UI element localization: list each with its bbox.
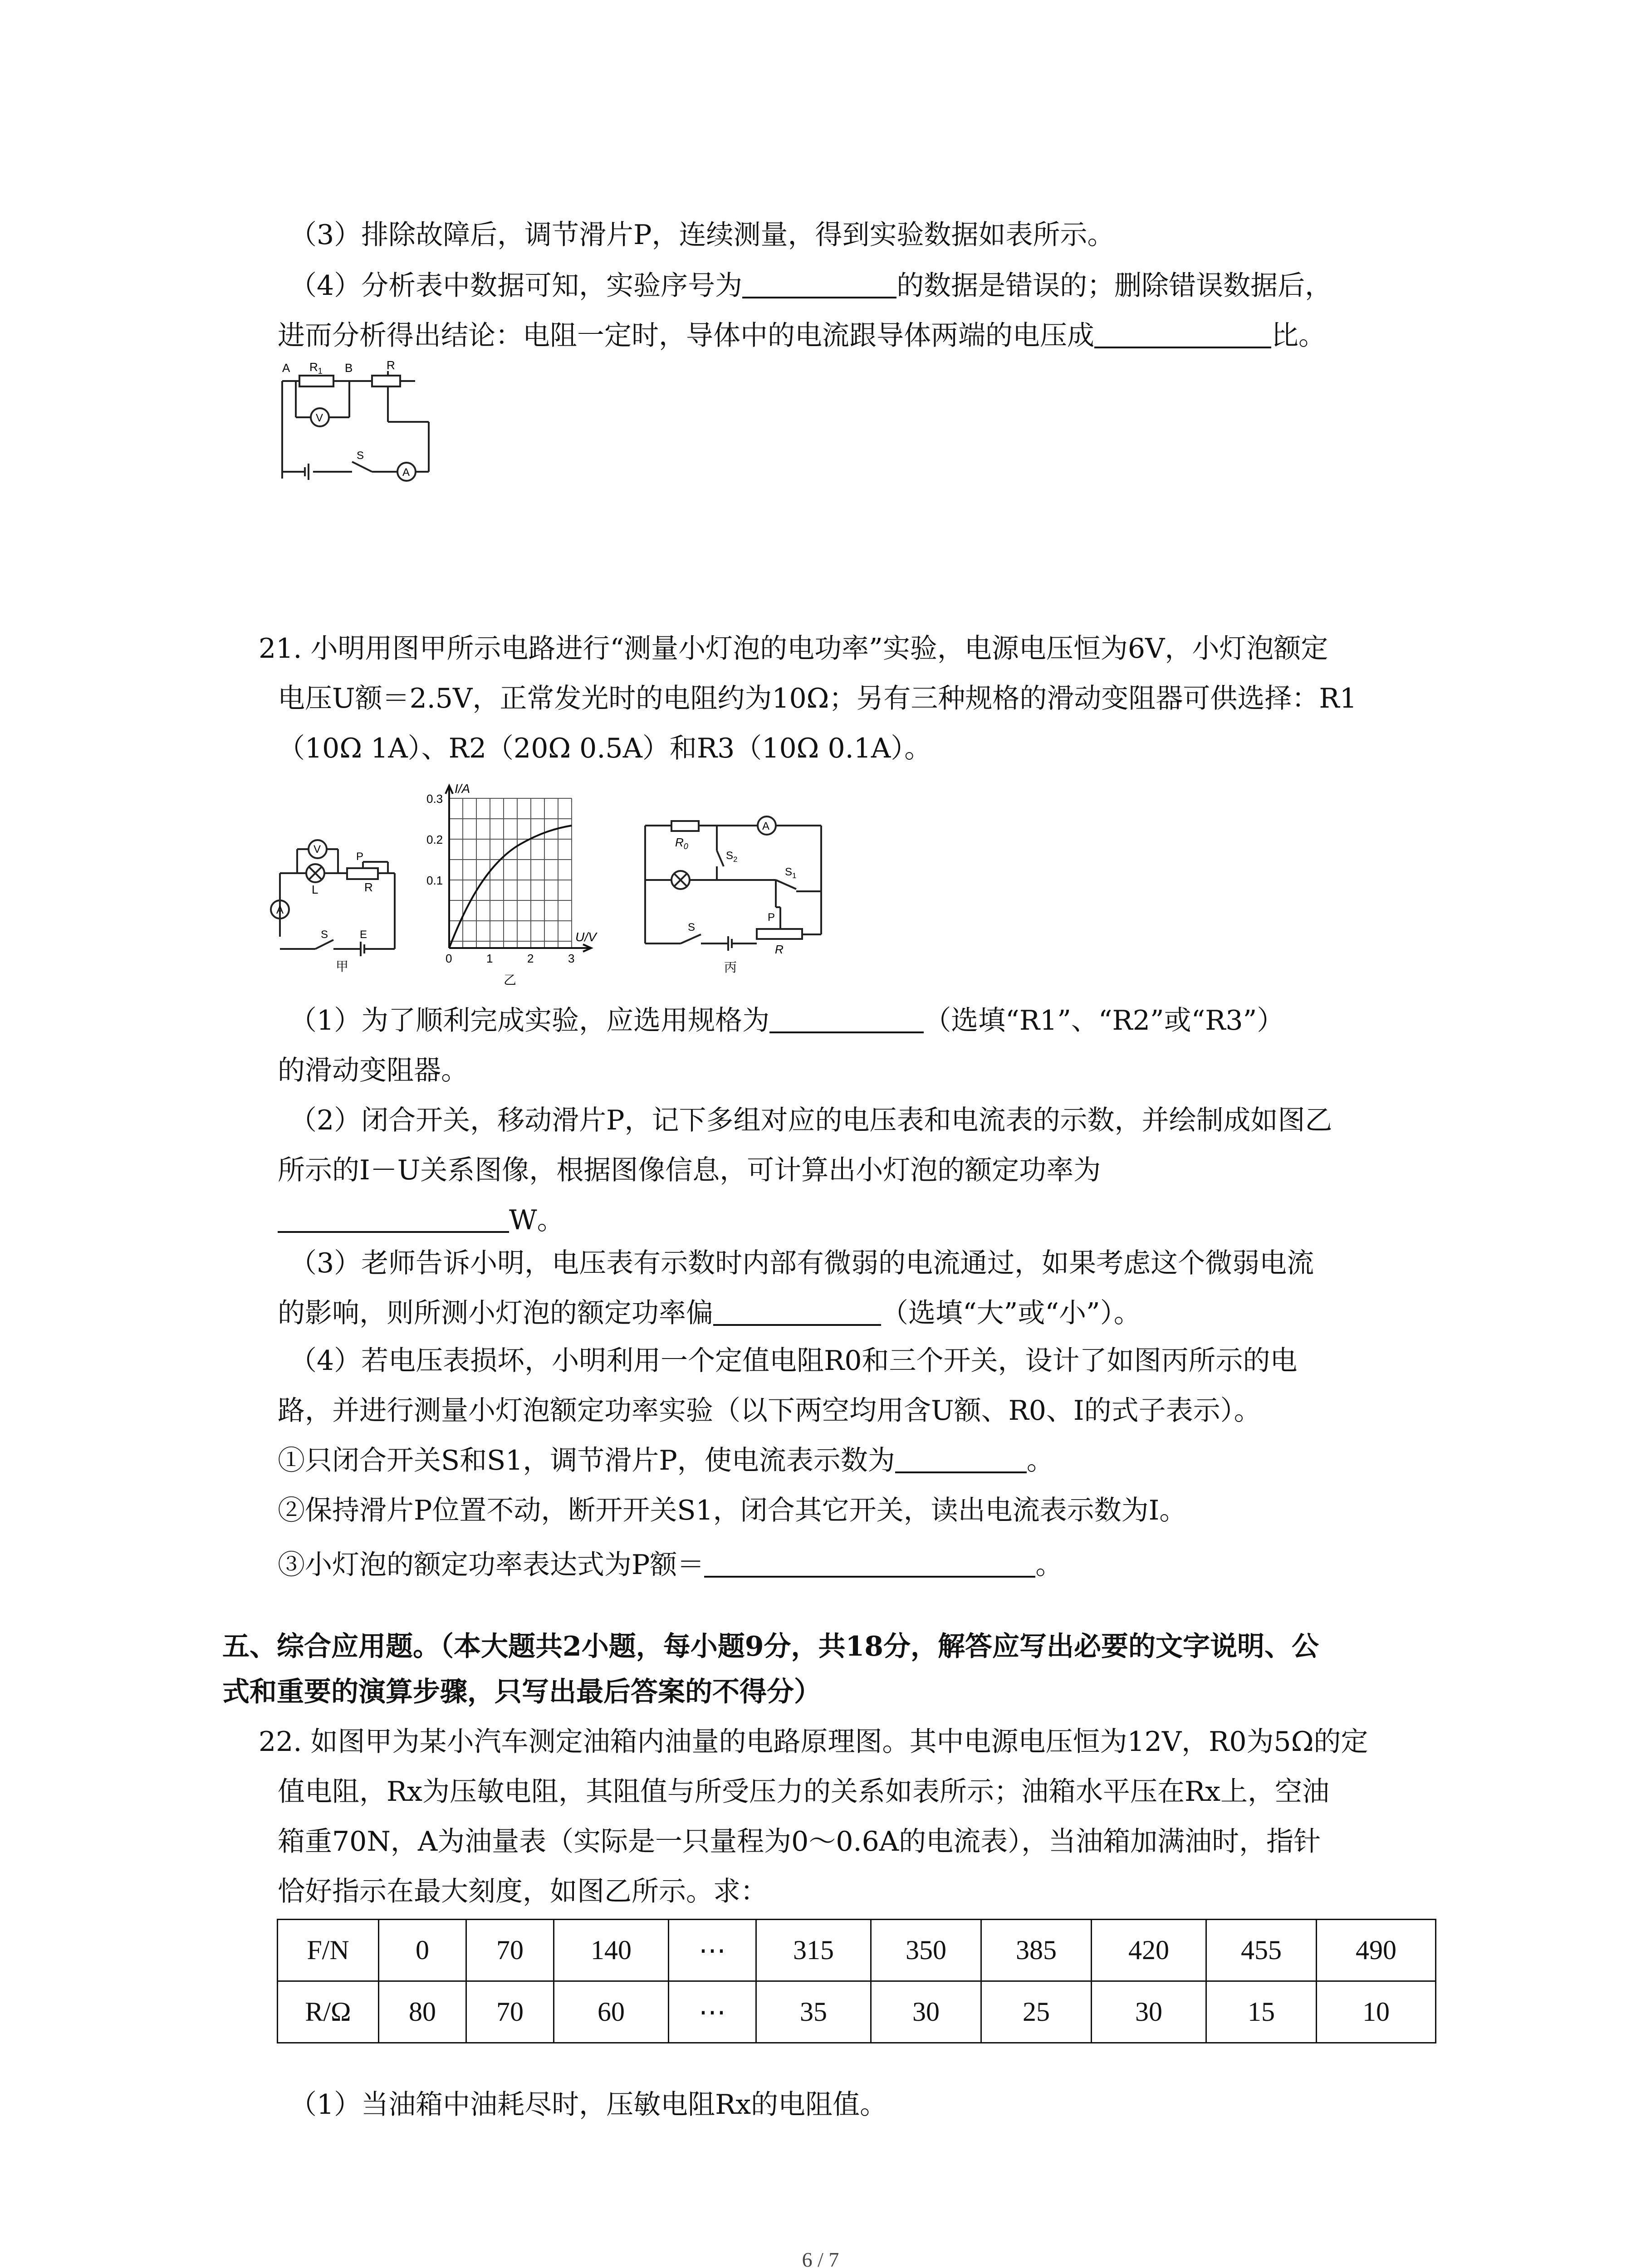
q21-yi-xtick: 1 [486, 952, 493, 965]
q21-part4-line1: （4）若电压表损坏，小明利用一个定值电阻R0和三个开关，设计了如图丙所示的电 [289, 1345, 1298, 1377]
q21-bing-slider-label: P [768, 911, 775, 924]
q20-label-a: A [282, 361, 290, 375]
q20-part4-line1 [289, 268, 1332, 304]
table-cell: 385 [981, 1920, 1092, 1981]
q21-part1-text-b: （选填“R1”、“R2”或“R3”） [924, 1005, 1284, 1036]
q21-yi-ylabel: I/A [455, 782, 470, 796]
table-cell: 70 [466, 1920, 554, 1981]
table-cell: ⋯ [669, 1920, 756, 1981]
q20-part4-text-a: （4）分析表中数据可知，实验序号为 [289, 270, 743, 302]
q21-bing-s-label: S [688, 921, 696, 934]
table-cell: 25 [981, 1981, 1092, 2043]
q21-bing-r0-label: $R_0$ [675, 836, 688, 851]
q21-bing-s2-label: $S_2$ [726, 850, 738, 864]
q21-jia-slider-label: P [356, 850, 364, 863]
q21-blank-power[interactable] [278, 1205, 509, 1233]
table-cell: 30 [1092, 1981, 1206, 2043]
table-cell: 455 [1206, 1920, 1317, 1981]
q21-line2: 电压U额＝2.5V，正常发光时的电阻约为10Ω；另有三种规格的滑动变阻器可供选择：R1 [278, 683, 1357, 714]
q20-blank-ratio[interactable] [1094, 320, 1271, 348]
q21-part3-text-b: （选填“大”或“小”）。 [881, 1297, 1141, 1329]
q20-label-r1: $R_1$ [309, 360, 323, 376]
section5-heading-line2: 式和重要的演算步骤，只写出最后答案的不得分） [222, 1676, 821, 1708]
table-row [278, 1920, 1436, 1981]
q21-part2-line2: 所示的I－U关系图像，根据图像信息，可计算出小灯泡的额定功率为 [278, 1154, 1101, 1186]
q21-yi-ytick: 0.1 [426, 874, 443, 887]
q21-yi-caption: 乙 [504, 973, 517, 987]
q21-bing-ammeter-label: A [762, 820, 770, 832]
q21-figure-yi [426, 780, 626, 989]
q22-line4: 恰好指示在最大刻度，如图乙所示。求： [278, 1876, 768, 1907]
q20-voltmeter-label: V [316, 412, 323, 424]
q21-part1-text-a: （1）为了顺利完成实验，应选用规格为 [289, 1005, 770, 1036]
q21-yi-xtick: 0 [446, 952, 452, 965]
q20-blank-serial[interactable] [742, 270, 896, 298]
q21-line1: 21. 小明用图甲所示电路进行“测量小灯泡的电功率”实验，电源电压恒为6V，小灯泡额定 [259, 633, 1328, 665]
q21-step1-text: ①只闭合开关S和S1，调节滑片P，使电流表示数为 [278, 1445, 895, 1476]
q21-blank-bias[interactable] [713, 1298, 881, 1326]
table-cell: 490 [1317, 1920, 1436, 1981]
section5-heading-line1: 五、综合应用题。（本大题共2小题，每小题9分，共18分，解答应写出必要的文字说明、公 [222, 1631, 1319, 1662]
q21-yi-iu-curve [449, 826, 572, 948]
q20-label-r: R [387, 358, 395, 372]
table-cell: 420 [1092, 1920, 1206, 1981]
q21-part2-line3 [278, 1202, 564, 1238]
q21-figure-bing [635, 812, 835, 975]
table-cell: F/N [278, 1920, 379, 1981]
q21-jia-caption: 甲 [336, 959, 349, 973]
q21-jia-battery-label: E [360, 929, 367, 941]
table-cell: 60 [554, 1981, 669, 2043]
q21-yi-xtick: 2 [527, 952, 534, 965]
q21-jia-ammeter-label: A [276, 904, 284, 916]
q21-part1-line1 [289, 1002, 1284, 1039]
q21-blank-current[interactable] [895, 1445, 1027, 1473]
q21-yi-xlabel: U/V [575, 930, 597, 944]
q22-part1: （1）当油箱中油耗尽时，压敏电阻Rx的电阻值。 [289, 2089, 887, 2121]
q21-step3-end: 。 [1035, 1549, 1063, 1581]
table-cell: 30 [871, 1981, 981, 2043]
table-cell: ⋯ [669, 1981, 756, 2043]
q21-part2-unit: W。 [509, 1204, 564, 1236]
q21-jia-rheostat-label: R [364, 880, 373, 894]
q21-blank-rheostat[interactable] [769, 1005, 924, 1033]
q21-yi-grid [449, 798, 572, 948]
q21-step1-end: 。 [1026, 1445, 1054, 1476]
table-cell: 140 [554, 1920, 669, 1981]
table-cell: 35 [756, 1981, 871, 2043]
q21-step1 [278, 1442, 1054, 1479]
q21-jia-voltmeter-label: V [314, 843, 321, 855]
q20-circuit-figure [272, 358, 445, 494]
q21-blank-expression[interactable] [704, 1549, 1035, 1578]
q21-part1-line2: 的滑动变阻器。 [278, 1055, 468, 1086]
table-cell: 15 [1206, 1981, 1317, 2043]
q21-part2-line1: （2）闭合开关，移动滑片P，记下多组对应的电压表和电流表的示数，并绘制成如图乙 [289, 1105, 1332, 1136]
q21-figure-jia [270, 830, 415, 975]
q21-step2: ②保持滑片P位置不动，断开开关S1，闭合其它开关，读出电流表示数为I。 [278, 1495, 1187, 1526]
table-cell: 350 [871, 1920, 981, 1981]
table-cell: 80 [379, 1981, 466, 2043]
q20-part4-line2 [278, 318, 1326, 354]
q21-bing-s1-label: $S_1$ [785, 866, 797, 880]
table-cell: 0 [379, 1920, 466, 1981]
q22-force-resistance-table [277, 1919, 1436, 2043]
q22-line2: 值电阻，Rx为压敏电阻，其阻值与所受压力的关系如表所示；油箱水平压在Rx上，空油 [278, 1776, 1330, 1808]
q21-bing-caption: 丙 [724, 960, 737, 974]
q21-step3-text: ③小灯泡的额定功率表达式为P额＝ [278, 1549, 705, 1581]
table-cell: 315 [756, 1920, 871, 1981]
q20-label-b: B [345, 361, 353, 375]
q21-bing-rheostat-label: R [775, 943, 784, 956]
q20-ammeter-label: A [402, 466, 410, 479]
q21-yi-ytick: 0.3 [426, 792, 443, 806]
q22-line1: 22. 如图甲为某小汽车测定油箱内油量的电路原理图。其中电源电压恒为12V，R0为5Ω的定 [259, 1726, 1368, 1758]
table-row [278, 1981, 1436, 2043]
q21-part3-line2 [278, 1295, 1141, 1331]
q20-switch-label: S [357, 450, 364, 462]
q21-yi-ytick: 0.2 [426, 833, 443, 846]
q21-part3-line1: （3）老师告诉小明，电压表有示数时内部有微弱的电流通过，如果考虑这个微弱电流 [289, 1247, 1314, 1279]
q20-part4-text-b: 的数据是错误的；删除错误数据后， [896, 270, 1332, 302]
q22-line3: 箱重70N，A为油量表（实际是一只量程为0～0.6A的电流表），当油箱加满油时，指针 [278, 1826, 1321, 1857]
table-cell: 70 [466, 1981, 554, 2043]
q20-part4-text-c: 进而分析得出结论：电阻一定时，导体中的电流跟导体两端的电压成 [278, 320, 1094, 352]
q21-line3: （10Ω 1A）、R2（20Ω 0.5A）和R3（10Ω 0.1A）。 [278, 733, 932, 764]
q21-step3 [278, 1547, 1063, 1583]
q21-part4-line2: 路，并进行测量小灯泡额定功率实验（以下两空均用含U额、R0、I的式子表示）。 [278, 1395, 1261, 1427]
q21-part3-text-a: 的影响，则所测小灯泡的额定功率偏 [278, 1297, 713, 1329]
page-number: 6 / 7 [802, 2248, 839, 2268]
q21-yi-xtick: 3 [568, 952, 575, 965]
table-cell: R/Ω [278, 1981, 379, 2043]
q21-jia-switch-label: S [321, 929, 328, 941]
q20-part4-text-d: 比。 [1271, 320, 1326, 352]
table-cell: 10 [1317, 1981, 1436, 2043]
q21-jia-lamp-label: L [312, 883, 318, 896]
q20-part3: （3）排除故障后，调节滑片P，连续测量，得到实验数据如表所示。 [289, 219, 1115, 251]
